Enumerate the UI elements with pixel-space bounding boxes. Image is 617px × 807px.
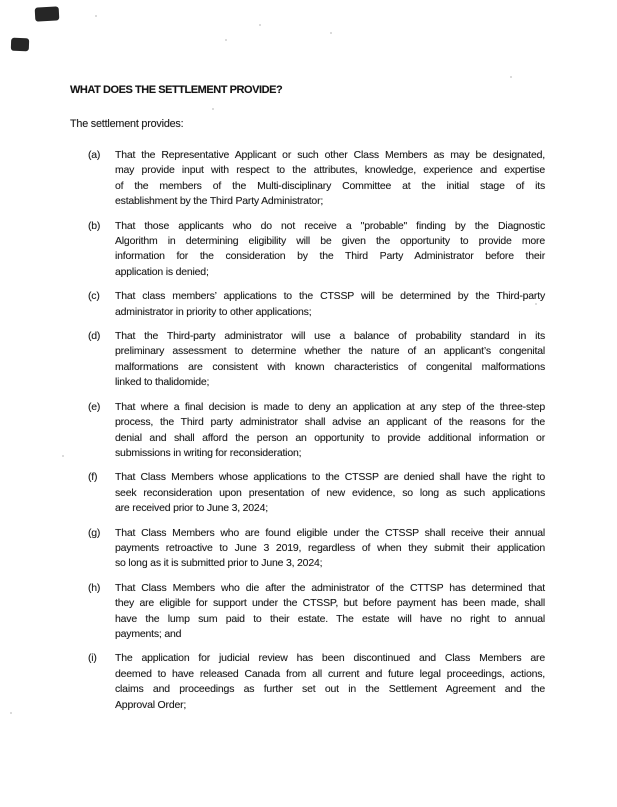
list-item-a (70, 148, 545, 210)
item-label: (h) (88, 581, 101, 594)
scan-speck (95, 15, 97, 17)
text-line: process, the Third party administrator shall advise an applicant of the reasons for the (115, 416, 545, 429)
text-line: That class members’ applications to the CTSSP will be determined by the Third-party (115, 290, 545, 303)
scan-speck (62, 455, 64, 457)
scan-speck (10, 712, 12, 714)
text-line: That those applicants who do not receive a "probable" finding by the Diagnostic (115, 219, 545, 232)
item-body (115, 148, 545, 210)
text-line: so long as it is submitted prior to June 3, 2024; (115, 557, 323, 570)
intro-text: The settlement provides: (70, 118, 184, 130)
text-line: That Class Members who die after the administrator of the CTTSP has determined that (115, 581, 545, 594)
text-line: deemed to have released Canada from all current and future legal proceedings, actions, (115, 667, 545, 680)
item-label: (d) (88, 330, 101, 343)
scan-speck (212, 108, 214, 110)
scan-artifact-top (35, 6, 60, 21)
item-label: (i) (88, 652, 97, 665)
text-line: submissions in writing for reconsideration; (115, 446, 302, 459)
text-line: Algorithm in determining eligibility will be given the opportunity to provide more (115, 235, 545, 248)
list-item-e (70, 400, 545, 462)
item-body (115, 219, 545, 281)
text-line: That Class Members whose applications to the CTSSP are denied shall have the right to (115, 471, 545, 484)
scan-speck (535, 303, 537, 305)
item-label: (a) (88, 149, 101, 161)
item-body (115, 329, 545, 391)
text-line: That the Third-party administrator will use a balance of probability standard in its (115, 330, 545, 343)
text-line: The application for judicial review has been discontinued and Class Members are (115, 652, 545, 665)
text-line: preliminary assessment to determine whether the nature of an applicant’s congenital (115, 345, 545, 358)
text-line: linked to thalidomide; (115, 376, 210, 389)
item-label: (f) (88, 471, 98, 484)
text-line: establishment by the Third Party Administrator; (115, 195, 324, 208)
text-line: of the members of the Multi-disciplinary Committee at the initial stage of its (115, 179, 545, 192)
text-line: they are eligible for support under the CTSSP, but before payment has been made, shall (115, 597, 545, 610)
text-line: payments retroactive to June 3 2019, regardless of when they submit their application (115, 541, 545, 554)
text-line: malformations are consistent with known characteristics of congenital malformations (115, 360, 545, 373)
text-line: claims and proceedings as further set out in the Settlement Agreement and the (115, 683, 545, 696)
item-body (115, 581, 545, 643)
text-line: Approval Order; (115, 698, 187, 711)
scan-speck (90, 300, 92, 302)
item-body (115, 526, 545, 572)
scan-speck (330, 32, 332, 34)
item-label: (g) (88, 526, 101, 539)
scan-speck (510, 76, 512, 78)
item-body (115, 470, 545, 516)
scan-artifact-left (11, 38, 29, 52)
item-label: (b) (88, 219, 101, 232)
item-label: (c) (88, 290, 100, 303)
text-line: payments; and (115, 627, 182, 640)
settlement-provisions-list (70, 148, 545, 713)
item-body (115, 400, 545, 462)
item-body (115, 289, 545, 320)
text-line: That the Representative Applicant or such other Class Members as may be designated, (115, 149, 545, 161)
list-item-d (70, 329, 545, 391)
text-line: denial and shall afford the person an opportunity to provide additional information or (115, 431, 545, 444)
text-line: seek reconsideration upon presentation of new evidence, so long as such applications (115, 486, 545, 499)
scan-speck (225, 39, 227, 41)
list-item-f (70, 470, 545, 516)
item-label: (e) (88, 400, 101, 413)
list-item-g (70, 526, 545, 572)
text-line: may provide input with respect to the attributes, knowledge, experience and expertise (115, 164, 545, 177)
list-item-b (70, 219, 545, 281)
page-title: WHAT DOES THE SETTLEMENT PROVIDE? (70, 84, 283, 96)
list-item-h (70, 581, 545, 643)
text-line: information for the consideration by the Third Party Administrator before their (115, 250, 545, 263)
list-item-i (70, 651, 545, 713)
text-line: That Class Members who are found eligible under the CTSSP shall receive their annual (115, 526, 545, 539)
text-line: application is denied; (115, 265, 209, 278)
item-body (115, 651, 545, 713)
text-line: are received prior to June 3, 2024; (115, 502, 268, 515)
text-line: have the lump sum paid to their estate. The estate will have no right to annual (115, 612, 545, 625)
scan-speck (259, 24, 261, 26)
text-line: That where a final decision is made to deny an application at any step of the three-step (115, 400, 545, 413)
text-line: administrator in priority to other applications; (115, 305, 312, 318)
list-item-c (70, 289, 545, 320)
